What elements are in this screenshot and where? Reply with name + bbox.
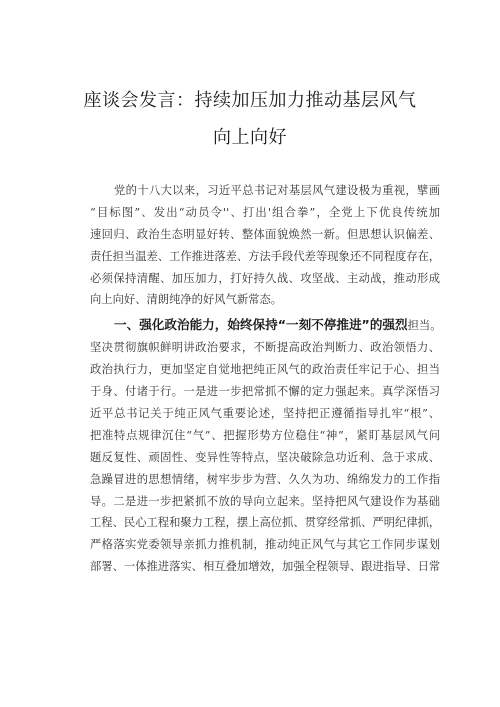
section-heading-tail: 担当。 <box>407 319 442 333</box>
text-line: “目标图”、发出“动员令''、打出'组合拳”，全党上下优良传统加 <box>90 205 440 219</box>
text-line: 党的十八大以来，习近平总书记对基层风气建设极为重视，擘画 <box>114 184 440 197</box>
section-heading-bold: 一、强化政治能力，始终保持“一刻不停推进”的强烈 <box>114 317 408 333</box>
text-line: 必须保持清醒、加压加力，打好持久战、攻坚战、主动战，推动形成 <box>90 271 440 285</box>
text-line: 导。二是进一步把紧抓不放的导向立起来。坚持把风气建设作为基础 <box>90 494 440 508</box>
text-line: 向上向好、清朗纯净的好风气新常态。 <box>90 293 283 307</box>
section-heading-1 <box>90 313 440 337</box>
text-line: 把准特点规律沉住“气”、把握形势方位稳住“神”，紧盯基层风气问 <box>90 428 440 442</box>
text-line: 近平总书记关于纯正风气重要论述，坚持把正遵循指导扎牢“根”、 <box>90 407 440 421</box>
text-line: 严格落实党委领导亲抓力推机制，推动纯正风气与其它工作同步谋划 <box>90 538 440 552</box>
text-line: 工程、民心工程和聚力工程，摆上高位抓、贯穿经常抓、严明纪律抓， <box>90 516 441 530</box>
text-line: 政治执行力，更加坚定自觉地把纯正风气的政治责任牢记于心、担当 <box>90 363 440 377</box>
text-line: 责任担当温差、工作推进落差、方法手段代差等现象还不同程度存在， <box>90 249 441 263</box>
document-title-line-2: 向上向好 <box>213 127 287 148</box>
text-line: 部署、一体推进落实、相互叠加增效，加强全程领导、跟进指导、日常 <box>90 560 441 574</box>
text-line: 题反复性、顽固性、变异性等特点，坚决破除急功近利、急于求成、 <box>90 450 440 464</box>
text-line: 速回归、政治生态明显好转、整体面貌焕然一新。但思想认识偏差、 <box>90 227 440 241</box>
paragraph-intro <box>90 180 440 311</box>
document-title-line-1: 座谈会发言：持续加压加力推动基层风气 <box>83 90 417 111</box>
document-body <box>90 180 440 578</box>
text-line: 于身、付诸于行。一是进一步把常抓不懈的定力强起来。真学深悟习 <box>90 385 440 399</box>
paragraph-section-1 <box>90 337 440 578</box>
text-line: 急躁冒进的思想情绪，树牢步步为营、久久为功、绵绵发力的工作指 <box>90 472 440 486</box>
text-line: 坚决贯彻旗帜鲜明讲政治要求，不断提高政治判断力、政治领悟力、 <box>90 341 440 355</box>
